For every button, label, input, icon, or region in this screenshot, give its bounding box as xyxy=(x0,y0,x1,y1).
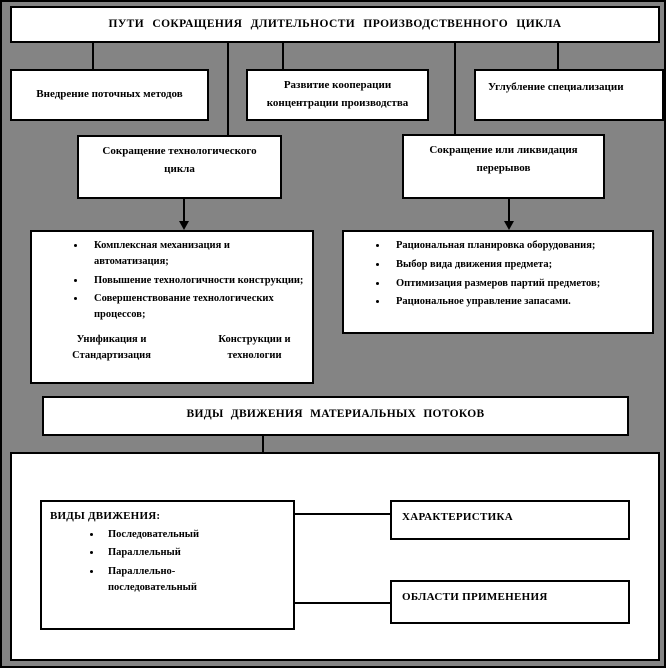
break-measures-box xyxy=(342,230,654,334)
breaks-label: Сокращение или ликвидация перерывов xyxy=(429,144,578,174)
unification-label: Унификация и Стандартизация xyxy=(72,333,151,361)
material-flows-title: ВИДЫ ДВИЖЕНИЯ МАТЕРИАЛЬНЫХ ПОТОКОВ xyxy=(186,408,485,420)
list-item: • Параллельно-последовательный xyxy=(102,564,252,597)
arrow-line-tech-measures xyxy=(183,199,185,222)
connector-band-to-container xyxy=(262,435,264,453)
connector-title-to-tech-cycle xyxy=(227,42,229,136)
connector-title-to-cooperation xyxy=(282,42,284,70)
movement-types-list xyxy=(42,525,256,596)
connector-to-application-areas xyxy=(293,602,390,604)
tech-measures-box xyxy=(30,230,314,384)
application-areas-label: ОБЛАСТИ ПРИМЕНЕНИЯ xyxy=(402,591,548,603)
cooperation-box xyxy=(246,69,429,121)
movement-types-header: ВИДЫ ДВИЖЕНИЯ: xyxy=(50,510,161,522)
application-areas-box xyxy=(390,580,630,624)
connector-title-to-breaks xyxy=(454,42,456,135)
break-measures-list xyxy=(344,232,652,310)
connector-title-to-flow-methods xyxy=(92,42,94,70)
list-item: • Комплексная механизация и автоматизация; xyxy=(86,238,306,270)
arrow-line-break-measures xyxy=(508,199,510,222)
flow-methods-label: Внедрение поточных методов xyxy=(36,88,183,101)
list-item: • Параллельный xyxy=(102,545,252,561)
material-flows-band xyxy=(42,396,629,436)
tech-measures-list xyxy=(32,232,312,323)
tech-cycle-box xyxy=(77,135,282,199)
list-item: • Оптимизация размеров партий предметов; xyxy=(388,276,646,292)
tech-cycle-label: Сокращение технологического цикла xyxy=(102,145,257,175)
list-item: • Рациональная планировка оборудования; xyxy=(388,238,646,254)
movement-types-box xyxy=(40,500,295,630)
cooperation-label: Развитие кооперации концентрации производства xyxy=(266,79,409,109)
constructions-label: Конструкции и технологии xyxy=(218,333,291,361)
connector-to-characteristic xyxy=(293,513,390,515)
diagram-title: ПУТИ СОКРАЩЕНИЯ ДЛИТЕЛЬНОСТИ ПРОИЗВОДСТВЕННОГО ЦИКЛА xyxy=(108,18,562,30)
tech-measures-footer xyxy=(32,332,312,364)
connector-title-to-specialization xyxy=(557,42,559,70)
list-item: • Повышение технологичности конструкции; xyxy=(86,273,306,289)
list-item: • Рациональное управление запасами. xyxy=(388,294,646,310)
list-item: • Выбор вида движения предмета; xyxy=(388,257,646,273)
flow-methods-box xyxy=(10,69,209,121)
list-item: • Последовательный xyxy=(102,527,252,543)
list-item: • Совершенствование технологических процессов; xyxy=(86,291,306,323)
title-box xyxy=(10,6,660,43)
arrow-head-tech-measures xyxy=(179,221,189,230)
characteristic-box xyxy=(390,500,630,540)
specialization-box xyxy=(474,69,664,121)
breaks-box xyxy=(402,134,605,199)
arrow-head-break-measures xyxy=(504,221,514,230)
characteristic-label: ХАРАКТЕРИСТИКА xyxy=(402,511,514,523)
specialization-label: Углубление специализации xyxy=(488,81,624,93)
